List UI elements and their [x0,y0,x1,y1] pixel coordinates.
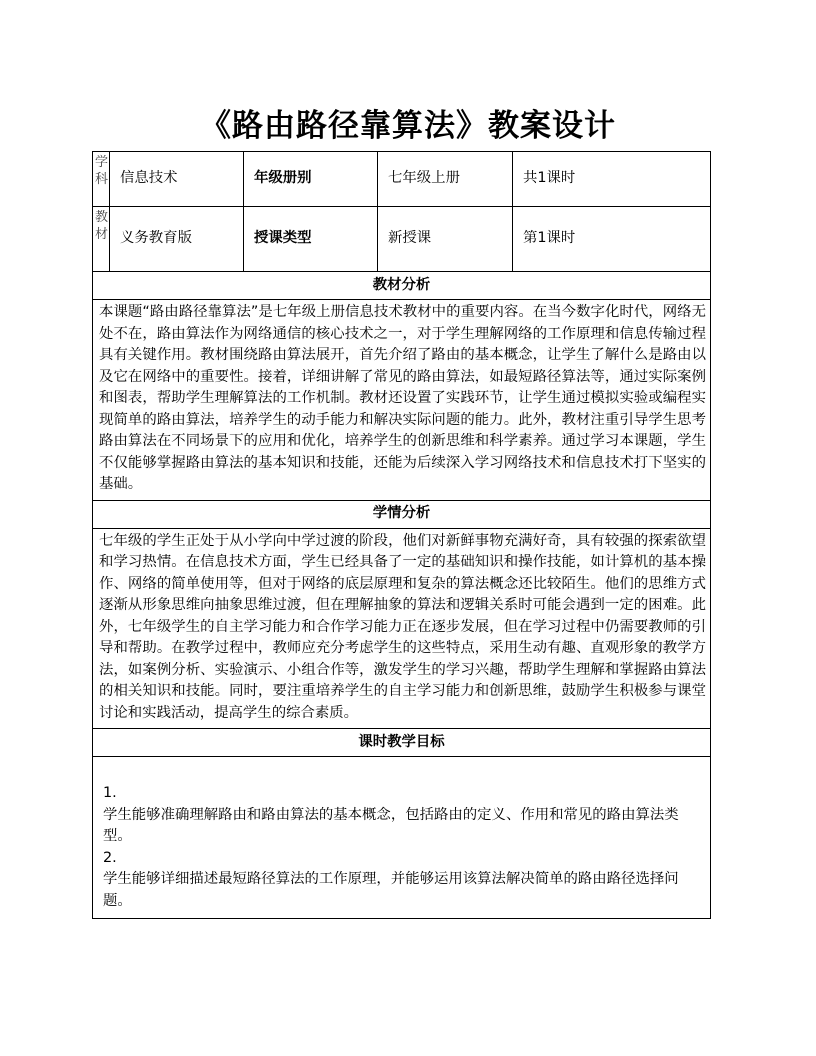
objectives-body-row [93,757,711,919]
textbook-analysis-body: 本课题“路由路径靠算法”是七年级上册信息技术教材中的重要内容。在当今数字化时代，网络无处不在，路由算法作为网络通信的核心技术之一，对于学生理解网络的工作原理和信息传输过程具有关键作用。教材围绕路由算法展开，首先介绍了路由的基本概念，让学生了解什么是路由以及它在网络中的重要性。接着，详细讲解了常见的路由算法，如最短路径算法等，通过实际案例和图表，帮助学生理解算法的工作机制。教材还设置了实践环节，让学生通过模拟实验或编程实现简单的路由算法，培养学生的动手能力和解决实际问题的能力。此外，教材注重引导学生思考路由算法在不同场景下的应用和优化，培养学生的创新思维和科学素养。通过学习本课题，学生不仅能够掌握路由算法的基本知识和技能，还能为后续深入学习网络技术和信息技术打下坚实的基础。 [93,300,711,501]
subject-side-cell [93,152,110,207]
subject-side-label: 学科 [95,155,109,187]
student-analysis-heading-row [93,500,711,528]
objectives-heading: 课时教学目标 [93,729,711,757]
grade-value: 七年级上册 [378,152,513,207]
objectives-heading-row [93,729,711,757]
page-title: 《路由路径靠算法》教案设计 [200,108,616,144]
edition-value: 义务教育版 [110,207,244,272]
student-analysis-heading: 学情分析 [93,500,711,528]
objective-number: 1. [103,785,117,801]
textbook-side-label: 教材 [95,210,109,242]
lesson-number: 第1课时 [513,207,711,272]
lesson-plan-table [92,151,711,919]
student-analysis-body-row [93,528,711,729]
lesson-type-label: 授课类型 [244,207,378,272]
info-row-2 [93,207,711,272]
info-row-1 [93,152,711,207]
objective-text: 学生能够详细描述最短路径算法的工作原理，并能够运用该算法解决简单的路由路径选择问题。 [103,871,679,909]
textbook-analysis-heading: 教材分析 [93,272,711,300]
textbook-analysis-heading-row [93,272,711,300]
textbook-side-cell [93,207,110,272]
objectives-body [93,757,711,919]
subject-value: 信息技术 [110,152,244,207]
textbook-analysis-body-row [93,300,711,501]
objective-number: 2. [103,849,117,866]
grade-label: 年级册别 [244,152,378,207]
student-analysis-body: 七年级的学生正处于从小学向中学过渡的阶段，他们对新鲜事物充满好奇，具有较强的探索欲望和学习热情。在信息技术方面，学生已经具备了一定的基础知识和操作技能，如计算机的基本操作、网络的简单使用等，但对于网络的底层原理和复杂的算法概念还比较陌生。他们的思维方式逐渐从形象思维向抽象思维过渡，但在理解抽象的算法和逻辑关系时可能会遇到一定的困难。此外，七年级学生的自主学习能力和合作学习能力正在逐步发展，但在学习过程中仍需要教师的引导和帮助。在教学过程中，教师应充分考虑学生的这些特点，采用生动有趣、直观形象的教学方法，如案例分析、实验演示、小组合作等，激发学生的学习兴趣，帮助学生理解和掌握路由算法的相关知识和技能。同时，要注重培养学生的自主学习能力和创新思维，鼓励学生积极参与课堂讨论和实践活动，提高学生的综合素质。 [93,528,711,729]
objective-text: 学生能够准确理解路由和路由算法的基本概念，包括路由的定义、作用和常见的路由算法类型。 [103,806,679,844]
lessons-total: 共1课时 [513,152,711,207]
lesson-type-value: 新授课 [378,207,513,272]
